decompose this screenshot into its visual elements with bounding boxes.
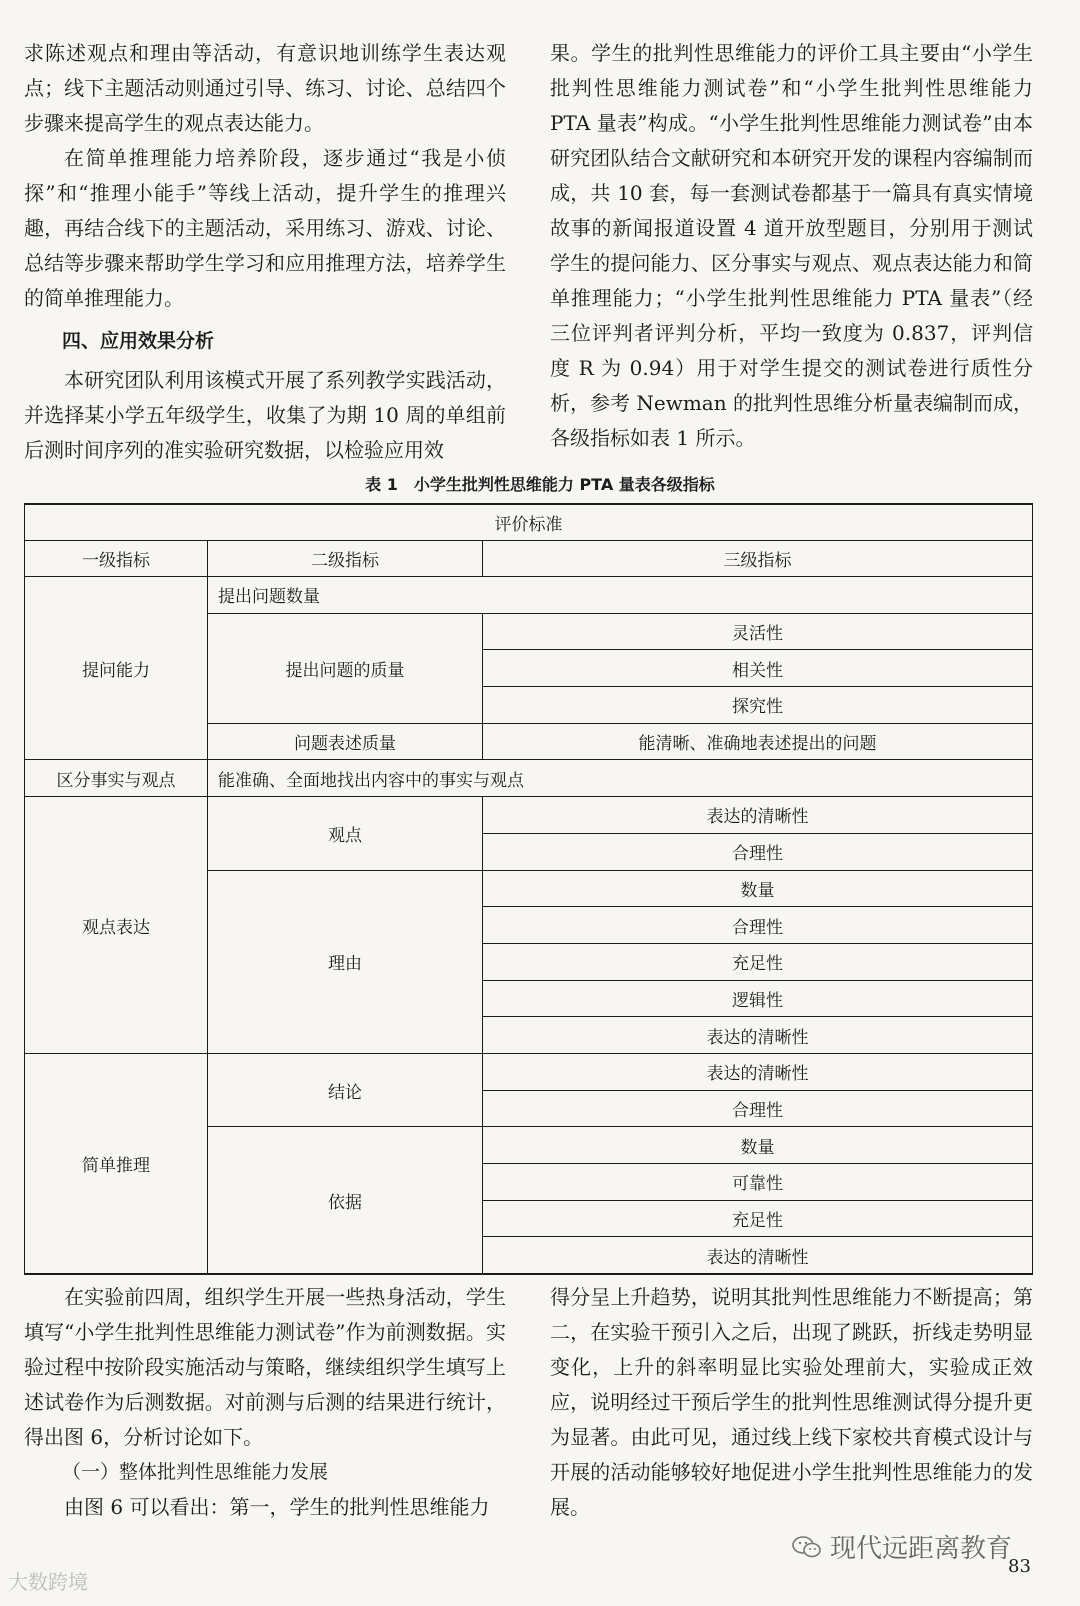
level2-cell: 依据 xyxy=(208,1127,483,1274)
table-caption: 表 1 小学生批判性思维能力 PTA 量表各级指标 xyxy=(365,475,715,494)
column-header: 一级指标 xyxy=(25,541,208,577)
level1-cell: 观点表达 xyxy=(25,797,208,1054)
level2-cell: 提出问题数量 xyxy=(208,577,1033,614)
column-header: 二级指标 xyxy=(208,541,483,577)
subsection-heading: （一）整体批判性思维能力发展 xyxy=(62,1461,329,1483)
watermark-right xyxy=(792,1528,1012,1565)
level2-cell: 观点 xyxy=(208,797,483,870)
level3-cell: 表达的清晰性 xyxy=(483,1017,1033,1054)
table-title: 评价标准 xyxy=(25,504,1033,541)
paragraph: 在实验前四周，组织学生开展一些热身活动，学生填写“小学生批判性思维能力测试卷”作为前测数据。实验过程中按阶段实施活动与策略，继续组织学生填写上述试卷作为后测数据。对前测与后测的结果进行统计，得出图 6，分析讨论如下。 xyxy=(24,1285,506,1449)
level3-cell: 可靠性 xyxy=(483,1164,1033,1201)
level3-cell: 灵活性 xyxy=(483,613,1033,650)
left-column-top xyxy=(24,36,506,468)
paragraph: 由图 6 可以看出：第一，学生的批判性思维能力 xyxy=(64,1495,490,1519)
level3-cell: 充足性 xyxy=(483,943,1033,980)
level3-cell: 数量 xyxy=(483,870,1033,907)
watermark-right-text: 现代远距离教育 xyxy=(830,1534,1013,1564)
level3-cell: 合理性 xyxy=(483,1090,1033,1127)
level1-cell: 区分事实与观点 xyxy=(25,760,208,797)
level2-cell: 提出问题的质量 xyxy=(208,613,483,723)
level3-cell: 逻辑性 xyxy=(483,980,1033,1017)
level3-cell: 表达的清晰性 xyxy=(483,1053,1033,1090)
paragraph: 求陈述观点和理由等活动，有意识地训练学生表达观点；线下主题活动则通过引导、练习、讨论、总结四个步骤来提高学生的观点表达能力。 xyxy=(24,41,506,135)
level3-cell: 探究性 xyxy=(483,687,1033,724)
right-column-bottom xyxy=(550,1280,1033,1525)
evaluation-table xyxy=(24,503,1033,1275)
left-column-bottom xyxy=(24,1280,506,1525)
level2-cell: 能准确、全面地找出内容中的事实与观点 xyxy=(208,760,1033,797)
page-number: 83 xyxy=(1008,1556,1031,1577)
level2-cell: 结论 xyxy=(208,1053,483,1126)
level3-cell: 数量 xyxy=(483,1127,1033,1164)
paragraph: 得分呈上升趋势，说明其批判性思维能力不断提高；第二，在实验干预引入之后，出现了跳跃，折线走势明显变化，上升的斜率明显比实验处理前大，实验成正效应，说明经过干预后学生的批判性思维测试得分提升更为显著。由此可见，通过线上线下家校共育模式设计与开展的活动能够较好地促进小学生批判性思维能力的发展。 xyxy=(550,1285,1033,1519)
level3-cell: 能清晰、准确地表述提出的问题 xyxy=(483,723,1033,760)
level3-cell: 合理性 xyxy=(483,907,1033,944)
paragraph: 本研究团队利用该模式开展了系列教学实践活动，并选择某小学五年级学生，收集了为期 10 周的单组前后测时间序列的准实验研究数据，以检验应用效 xyxy=(24,368,506,462)
level3-cell: 合理性 xyxy=(483,833,1033,870)
level3-cell: 表达的清晰性 xyxy=(483,797,1033,834)
level2-cell: 问题表述质量 xyxy=(208,723,483,760)
section-heading: 四、应用效果分析 xyxy=(62,330,215,352)
level3-cell: 相关性 xyxy=(483,650,1033,687)
level2-cell: 理由 xyxy=(208,870,483,1053)
wechat-icon xyxy=(792,1535,822,1559)
level3-cell: 充足性 xyxy=(483,1200,1033,1237)
right-column-top xyxy=(550,36,1033,456)
paragraph: 果。学生的批判性思维能力的评价工具主要由“小学生批判性思维能力测试卷”和“小学生批判性思维能力 PTA 量表”构成。“小学生批判性思维能力测试卷”由本研究团队结合文献研究和本研究开发的课程内容编制而成，共 10 套，每一套测试卷都基于一篇具有真实情境故事的新闻报道设置 4 道开放型题目，分别用于测试学生的提问能力、区分事实与观点、观点表达能力和简单推理能力；“小学生批判性思维能力 PTA 量表”（经三位评判者评判分析，平均一致度为 0.837，评判信度 R 为 0.94）用于对学生提交的测试卷进行质性分析，参考 Newman 的批判性思维分析量表编制而成，各级指标如表 1 所示。 xyxy=(550,41,1033,450)
watermark-left: 大数跨境 xyxy=(8,1570,88,1594)
paragraph: 在简单推理能力培养阶段，逐步通过“我是小侦探”和“推理小能手”等线上活动，提升学生的推理兴趣，再结合线下的主题活动，采用练习、游戏、讨论、总结等步骤来帮助学生学习和应用推理方法，培养学生的简单推理能力。 xyxy=(24,146,506,310)
level1-cell: 简单推理 xyxy=(25,1053,208,1274)
column-header: 三级指标 xyxy=(483,541,1033,577)
level3-cell: 表达的清晰性 xyxy=(483,1237,1033,1274)
level1-cell: 提问能力 xyxy=(25,577,208,760)
